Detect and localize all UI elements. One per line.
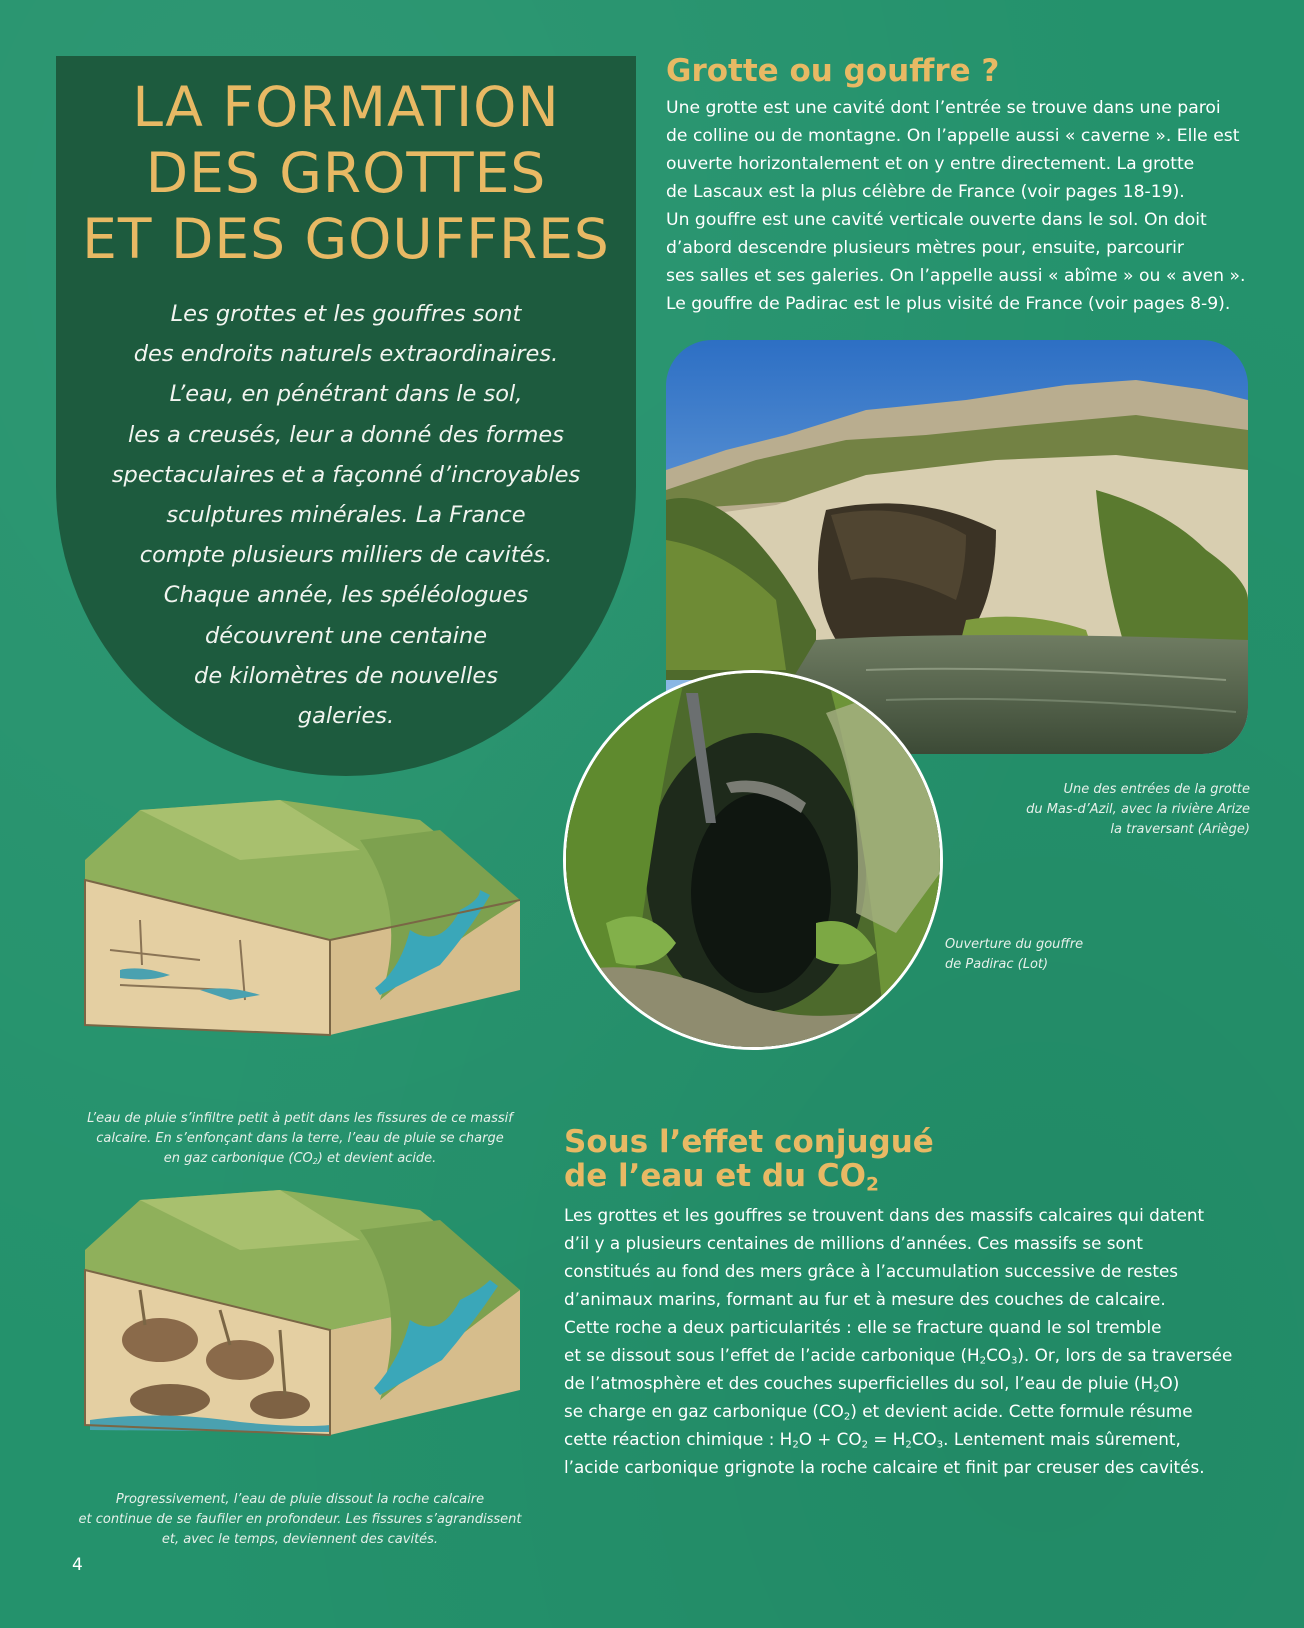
intro-line: compte plusieurs milliers de cavités. xyxy=(139,542,553,569)
caption-line: ) et devient acide. xyxy=(317,1151,437,1166)
body-line: l’acide carbonique grignote la roche calcaire et finit par creuser des cavités. xyxy=(564,1457,1205,1477)
subscript: 3 xyxy=(1011,1355,1018,1367)
karst-diagram-stage-1 xyxy=(80,790,520,1040)
page-title xyxy=(56,74,636,272)
intro-line: des endroits naturels extraordinaires. xyxy=(133,341,559,368)
intro-line: Les grottes et les gouffres sont xyxy=(170,301,522,327)
body-line: ). Or, lors de sa traversée xyxy=(1017,1345,1233,1365)
intro-line: de kilomètres de nouvelles xyxy=(194,662,498,689)
karst-diagram-stage-2 xyxy=(80,1180,520,1440)
cave-photo-caption xyxy=(1010,780,1250,840)
body-line: de Lascaux est la plus célèbre de France (voir pages 18-19). xyxy=(666,182,1185,202)
body-line: O) xyxy=(1159,1373,1180,1393)
body-line: CO xyxy=(986,1345,1011,1365)
padirac-chasm-photo xyxy=(563,670,943,1050)
intro-paragraph xyxy=(82,294,610,736)
body-line: = H xyxy=(868,1429,906,1449)
caption-line: L’eau de pluie s’infiltre petit à petit dans les fissures de ce massif xyxy=(87,1111,513,1126)
subscript: 2 xyxy=(843,1411,851,1423)
body-line: d’animaux marins, formant au fur et à mesure des couches de calcaire. xyxy=(564,1289,1166,1309)
body-line: ) et devient acide. Cette formule résume xyxy=(850,1401,1193,1421)
body-line: ses salles et ses galeries. On l’appelle aussi « abîme » ou « aven ». xyxy=(666,266,1246,286)
body-line: Les grottes et les gouffres se trouvent dans des massifs calcaires qui datent xyxy=(564,1205,1205,1225)
body-line: O + CO xyxy=(798,1429,862,1449)
body-line: ouverte horizontalement et on y entre directement. La grotte xyxy=(666,154,1195,174)
intro-line: spectaculaires et a façonné d’incroyables xyxy=(111,461,581,488)
limestone-cavities-illustration xyxy=(80,1180,520,1440)
caption-line: Ouverture du gouffre xyxy=(945,937,1084,952)
section-heading-effet-conjugue xyxy=(564,1124,934,1196)
subscript: 2 xyxy=(905,1439,912,1451)
body-line: de colline ou de montagne. On l’appelle aussi « caverne ». Elle est xyxy=(666,126,1240,146)
caption-line: et, avec le temps, deviennent des cavités. xyxy=(161,1532,439,1547)
intro-line: les a creusés, leur a donné des formes xyxy=(128,421,564,448)
diagram2-caption xyxy=(60,1490,540,1550)
title-line: ET DES GOUFFRES xyxy=(82,207,610,271)
caption-line: calcaire. En s’enfonçant dans la terre, l’eau de pluie se charge xyxy=(96,1131,504,1146)
title-line: LA FORMATION xyxy=(132,75,560,139)
body-line: . Lentement mais sûrement, xyxy=(943,1429,1181,1449)
padirac-chasm-illustration xyxy=(566,673,940,1047)
diagram1-caption xyxy=(80,1109,520,1169)
limestone-block-illustration xyxy=(80,790,520,1040)
body-line: constitués au fond des mers grâce à l’accumulation successive de restes xyxy=(564,1261,1179,1281)
padirac-photo-caption xyxy=(945,935,1145,975)
section2-body xyxy=(564,1201,1284,1481)
body-line: Le gouffre de Padirac est le plus visité de France (voir pages 8-9). xyxy=(666,294,1231,314)
body-line: cette réaction chimique : H xyxy=(564,1429,793,1449)
caption-line: du Mas-d’Azil, avec la rivière Arize xyxy=(1026,802,1250,817)
subscript: 2 xyxy=(1153,1383,1160,1395)
caption-line: de Padirac (Lot) xyxy=(945,957,1049,972)
heading-line: de l’eau et du CO xyxy=(564,1158,867,1194)
intro-line: découvrent une centaine xyxy=(204,622,488,649)
section-heading-grotte-gouffre: Grotte ou gouffre ? xyxy=(666,53,1000,89)
subscript: 2 xyxy=(979,1355,987,1367)
body-line: d’abord descendre plusieurs mètres pour, ensuite, parcourir xyxy=(666,238,1184,258)
heading-line: Sous l’effet conjugué xyxy=(564,1124,934,1160)
body-line: Un gouffre est une cavité verticale ouverte dans le sol. On doit xyxy=(666,210,1207,230)
body-line: Une grotte est une cavité dont l’entrée se trouve dans une paroi xyxy=(666,98,1221,118)
body-line: CO xyxy=(911,1429,937,1449)
intro-line: sculptures minérales. La France xyxy=(166,502,526,529)
page-number: 4 xyxy=(72,1555,83,1575)
intro-line: Chaque année, les spéléologues xyxy=(163,582,529,609)
caption-line: et continue de se faufiler en profondeur. Les fissures s’agrandissent xyxy=(78,1512,522,1527)
caption-line: la traversant (Ariège) xyxy=(1110,822,1250,837)
caption-line: Une des entrées de la grotte xyxy=(1063,782,1250,797)
intro-line: L’eau, en pénétrant dans le sol, xyxy=(169,381,523,408)
body-line: d’il y a plusieurs centaines de millions d’années. Ces massifs se sont xyxy=(564,1233,1143,1253)
intro-line: galeries. xyxy=(297,703,395,730)
caption-line: Progressivement, l’eau de pluie dissout la roche calcaire xyxy=(115,1492,485,1507)
body-line: Cette roche a deux particularités : elle se fracture quand le sol tremble xyxy=(564,1317,1162,1337)
subscript: 2 xyxy=(861,1439,869,1451)
body-line: se charge en gaz carbonique (CO xyxy=(564,1401,844,1421)
subscript: 2 xyxy=(312,1156,318,1166)
subscript: 3 xyxy=(936,1439,944,1451)
subscript: 2 xyxy=(792,1439,799,1451)
caption-line: en gaz carbonique (CO xyxy=(163,1151,313,1166)
body-line: et se dissout sous l’effet de l’acide carbonique (H xyxy=(564,1345,980,1365)
subscript: 2 xyxy=(866,1174,879,1196)
body-line: de l’atmosphère et des couches superficielles du sol, l’eau de pluie (H xyxy=(564,1373,1154,1393)
title-line: DES GROTTES xyxy=(145,141,547,205)
section1-body xyxy=(666,94,1266,318)
